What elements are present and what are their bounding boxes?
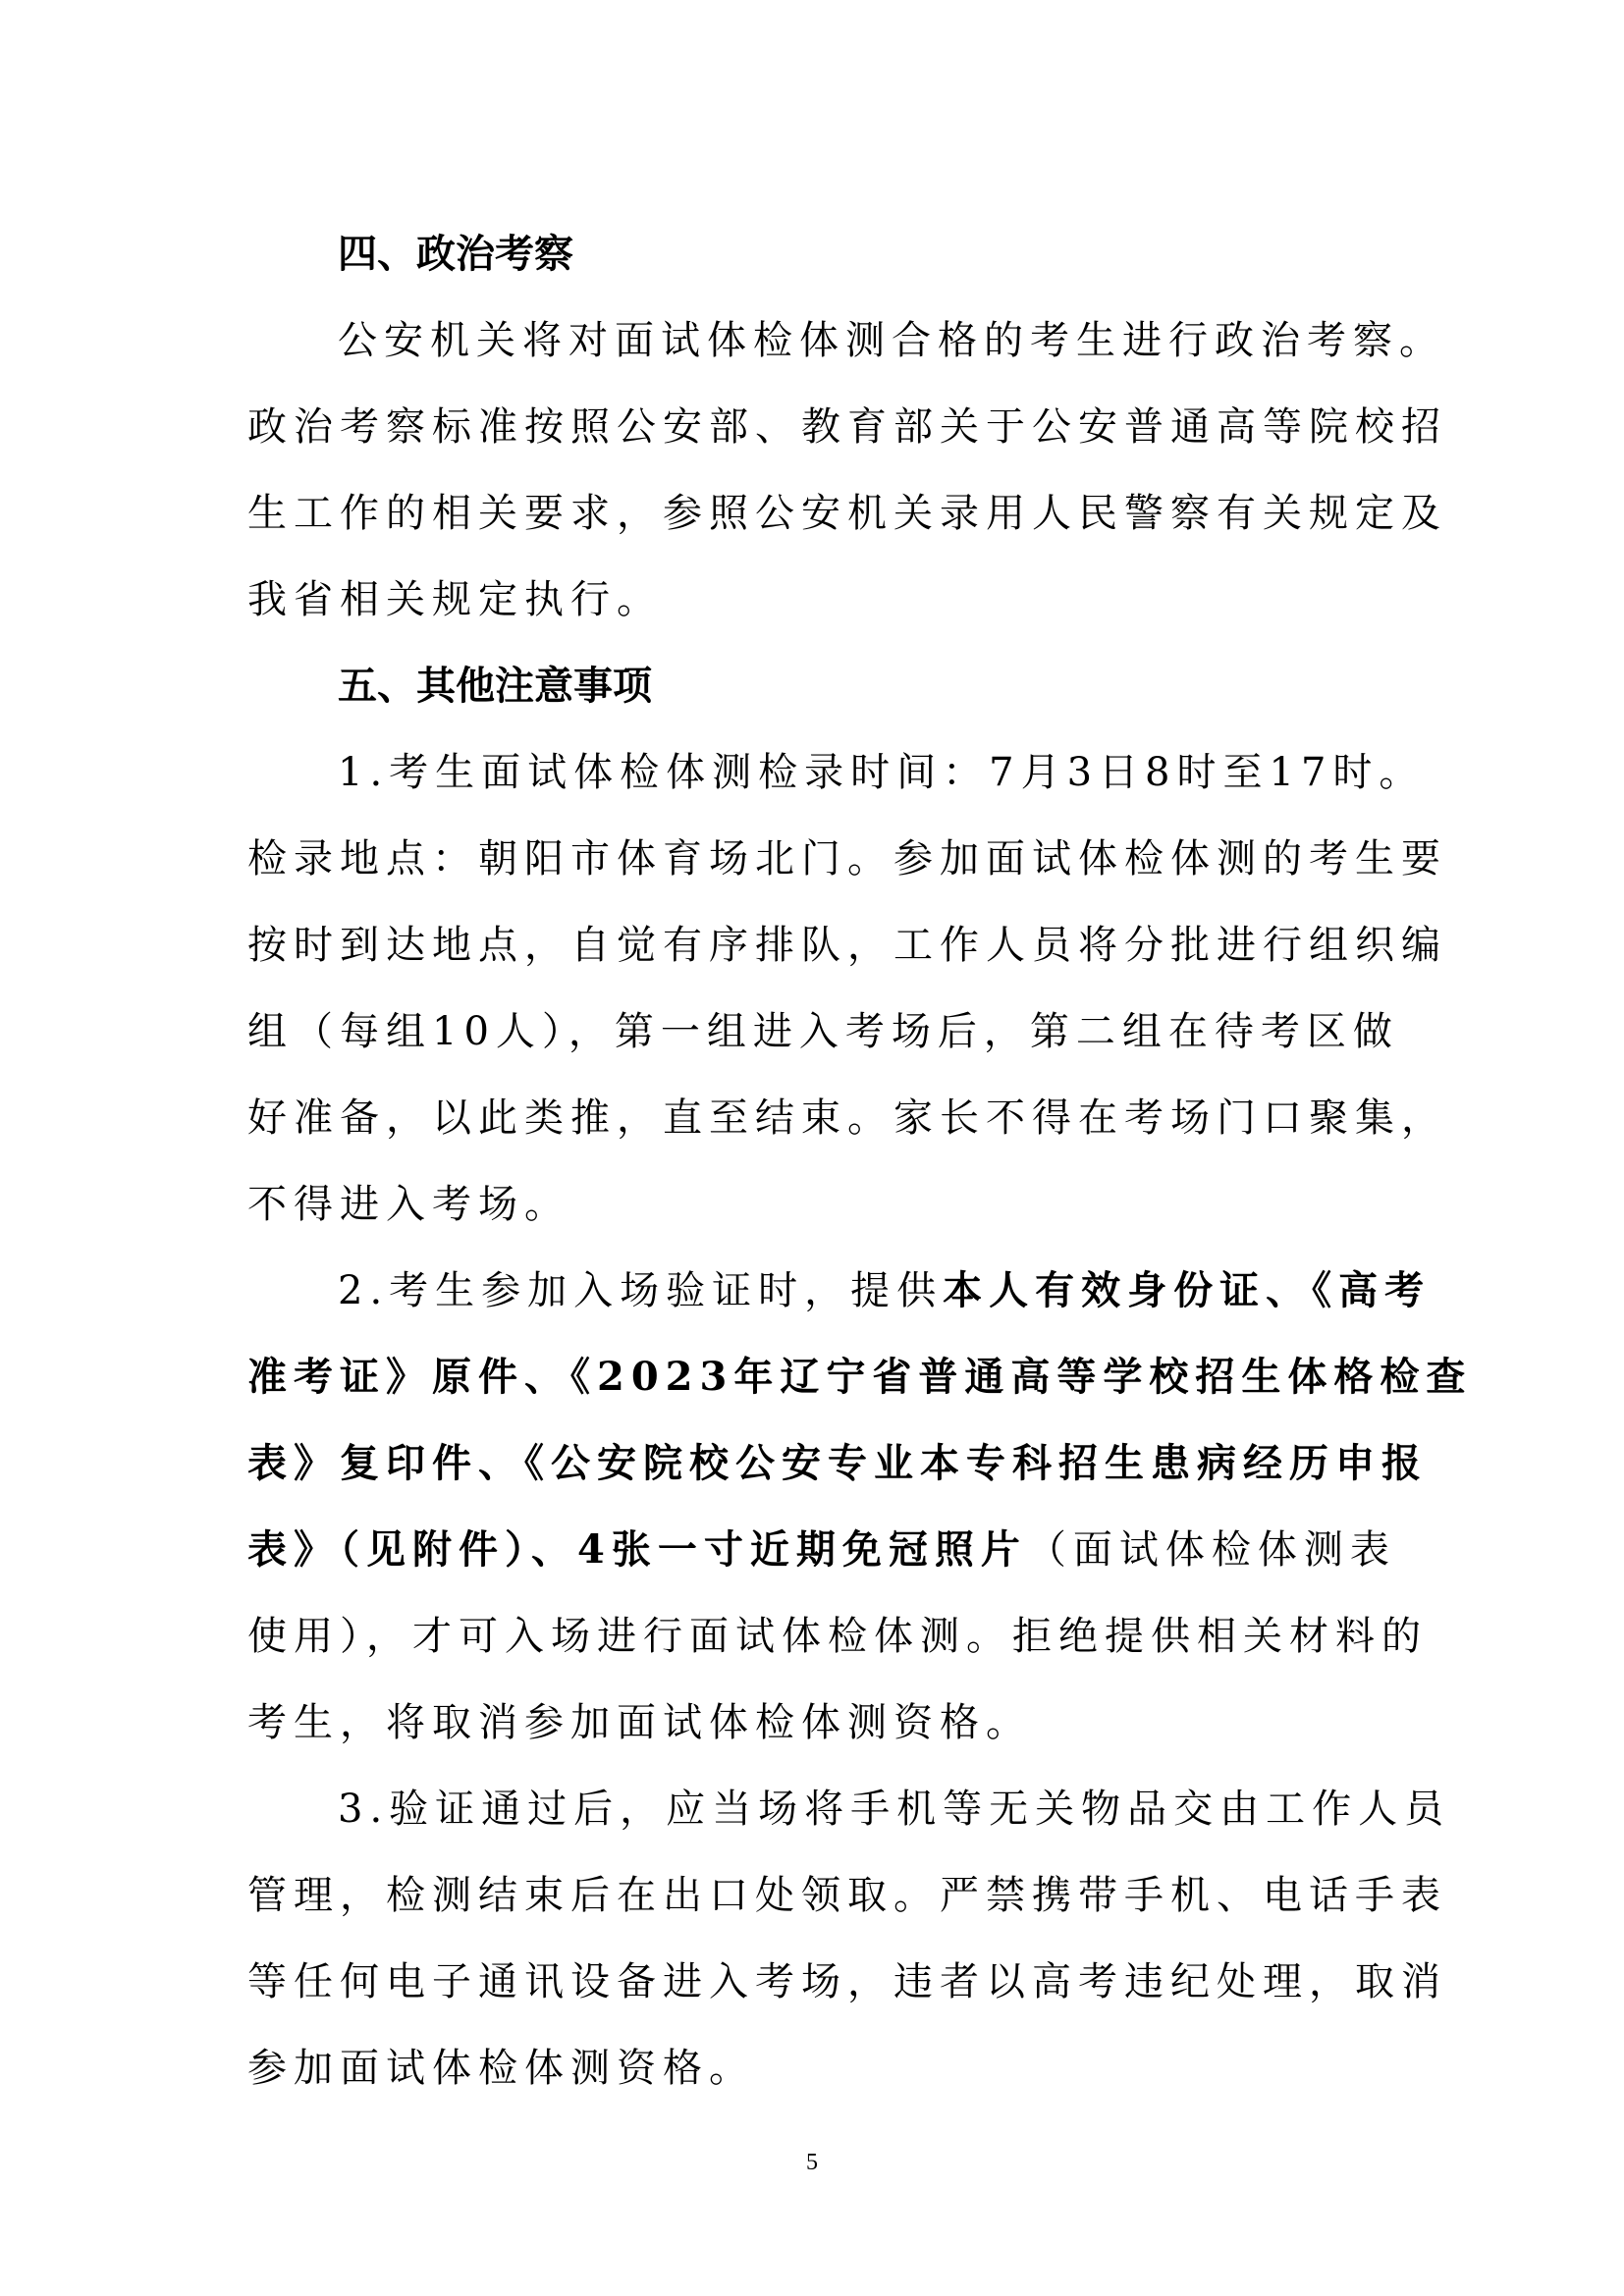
plain-text: 2.考生参加入场验证时，提供: [338, 1268, 944, 1313]
text-line: 等任何电子通讯设备进入考场，违者以高考违纪处理，取消: [247, 1959, 1447, 2004]
text-line: [247, 1593, 1428, 1680]
text-line: 不得进入考场。: [247, 1182, 570, 1227]
text-line: [247, 1334, 1473, 1420]
text-line: 检录地点：朝阳市体育场北门。参加面试体检体测的考生要: [247, 836, 1447, 881]
bold-text: 准考证》原件、《2023年辽宁省普通高等学校招生体格检查: [247, 1354, 1473, 1400]
document-body: [247, 211, 1473, 2111]
text-line: 管理，检测结束后在出口处领取。严禁携带手机、电话手表: [247, 1873, 1447, 1918]
paragraph-item-2: [247, 1248, 1473, 1766]
paragraph-item-3: [247, 1766, 1451, 2111]
text-line: [247, 1248, 1432, 1334]
text-line: 我省相关规定执行。: [247, 577, 663, 622]
page-number: 5: [806, 2150, 818, 2175]
text-line: 参加面试体检体测资格。: [247, 2046, 755, 2091]
text-line: 公安机关将对面试体检体测合格的考生进行政治考察。: [338, 318, 1445, 363]
section-heading-other-notes: 五、其他注意事项: [338, 664, 652, 709]
text-line: 好准备，以此类推，直至结束。家长不得在考场门口聚集，: [247, 1095, 1447, 1141]
plain-text: 使用），才可入场进行面试体检体测。拒绝提供相关材料的: [247, 1614, 1428, 1659]
text-line: 政治考察标准按照公安部、教育部关于公安普通高等院校招: [247, 404, 1447, 450]
text-line: [247, 1507, 1396, 1593]
section-heading-political-review: 四、政治考察: [338, 232, 573, 277]
plain-text: 考生，将取消参加面试体检体测资格。: [247, 1700, 1032, 1745]
text-line: 1.考生面试体检体测检录时间：7月3日8时至17时。: [338, 750, 1426, 795]
text-line: 按时到达地点，自觉有序排队，工作人员将分批进行组织编: [247, 923, 1447, 968]
plain-text: （面试体检体测表: [1026, 1527, 1396, 1573]
paragraph-political-review: [247, 297, 1447, 643]
bold-text: 本人有效身份证、《高考: [943, 1267, 1432, 1313]
bold-text: 表》复印件、《公安院校公安专业本专科招生患病经历申报: [247, 1440, 1428, 1486]
text-line: [247, 1420, 1428, 1507]
paragraph-item-1: [247, 729, 1447, 1248]
text-line: [247, 1680, 1386, 1766]
text-line: 3.验证通过后，应当场将手机等无关物品交由工作人员: [338, 1787, 1451, 1832]
text-line: 组（每组10人），第一组进入考场后，第二组在待考区做: [247, 1009, 1399, 1054]
bold-text: 表》（见附件）、4张一寸近期免冠照片: [247, 1526, 1027, 1573]
text-line: 生工作的相关要求，参照公安机关录用人民警察有关规定及: [247, 491, 1447, 536]
